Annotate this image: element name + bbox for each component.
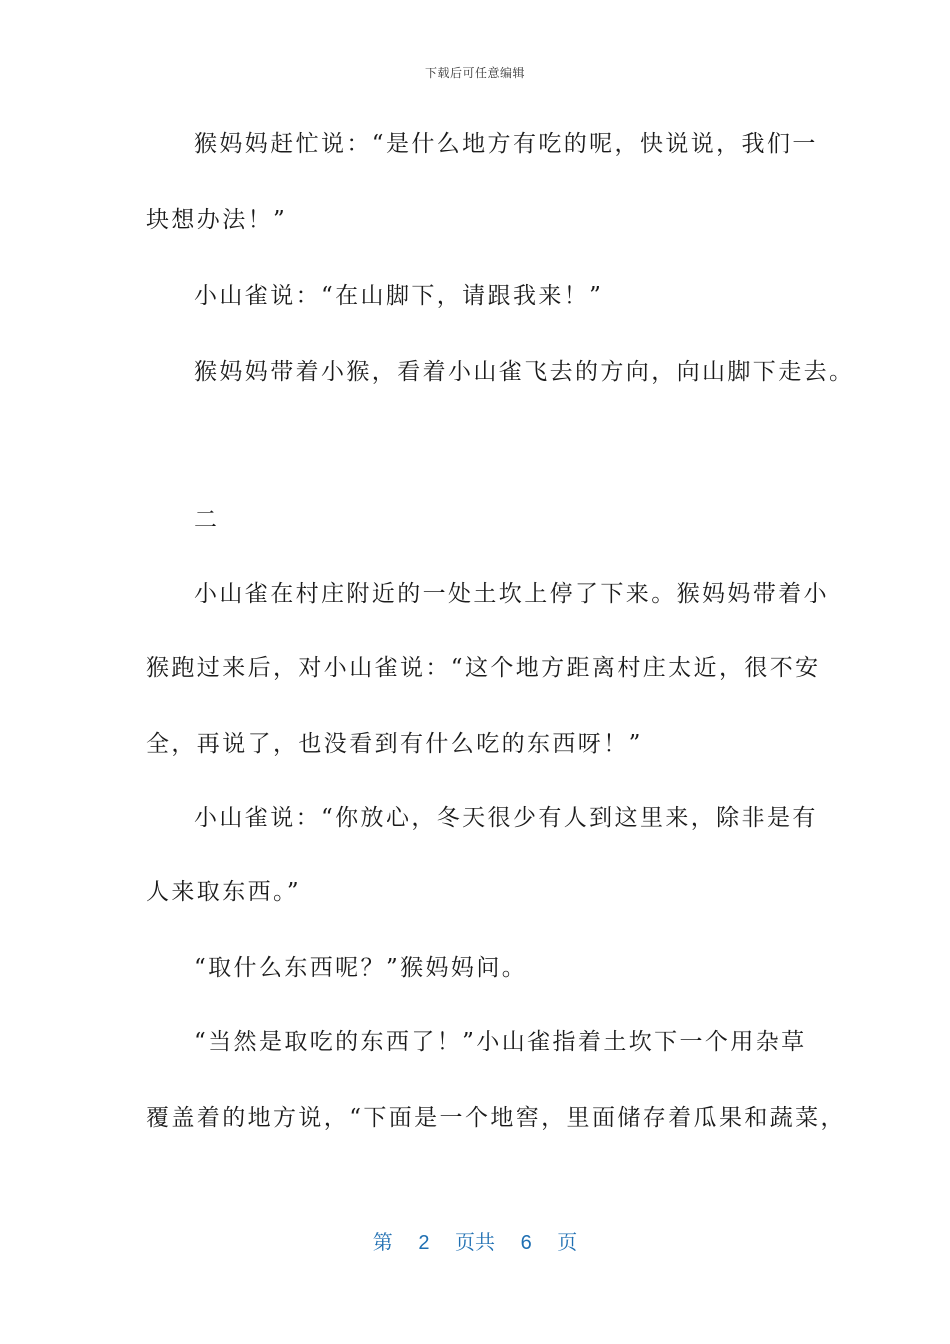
page-number-footer — [0, 1226, 950, 1255]
page-label-suffix: 页 — [557, 1232, 578, 1254]
paragraph-line: 小山雀说：“你放心，冬天很少有人到这里来，除非是有 — [194, 805, 818, 831]
paragraph-line: 块想办法！” — [146, 207, 288, 233]
paragraph-line: 猴妈妈赶忙说：“是什么地方有吃的呢，快说说，我们一 — [194, 131, 818, 157]
paragraph-line: 全，再说了，也没看到有什么吃的东西呀！” — [146, 731, 643, 757]
page-label-middle: 页共 — [455, 1232, 495, 1254]
paragraph-line: 人来取东西。” — [146, 879, 302, 905]
paragraph-line: 小山雀说：“在山脚下，请跟我来！” — [194, 283, 604, 309]
paragraph-line: 猴妈妈带着小猴，看着小山雀飞去的方向，向山脚下走去。 — [194, 359, 855, 385]
paragraph-line: “当然是取吃的东西了！”小山雀指着土坎下一个用杂草 — [194, 1029, 807, 1055]
section-heading: 二 — [194, 507, 220, 533]
paragraph-line: 覆盖着的地方说，“下面是一个地窖，里面储存着瓜果和蔬菜， — [146, 1105, 846, 1131]
current-page-number: 2 — [418, 1232, 430, 1254]
page-label-prefix: 第 — [372, 1232, 393, 1254]
paragraph-line: 小山雀在村庄附近的一处土坎上停了下来。猴妈妈带着小 — [194, 581, 829, 607]
paragraph-line: 猴跑过来后，对小山雀说：“这个地方距离村庄太近，很不安 — [146, 655, 821, 681]
total-pages-number: 6 — [520, 1232, 532, 1254]
paragraph-line: “取什么东西呢？”猴妈妈问。 — [194, 955, 528, 981]
page-header-note: 下载后可任意编辑 — [424, 66, 525, 80]
